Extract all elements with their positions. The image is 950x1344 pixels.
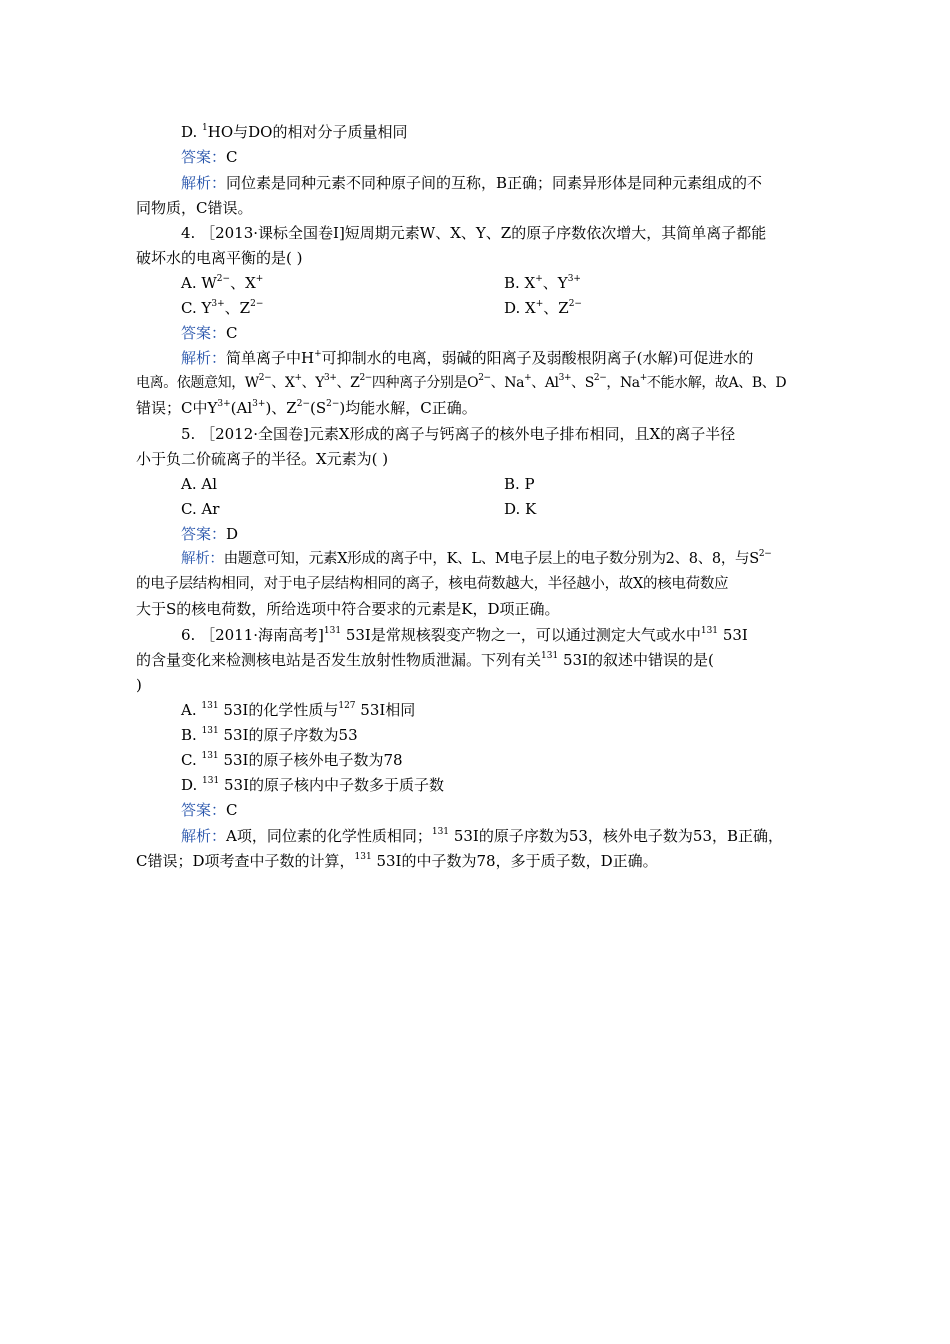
q5-option-c: C. Ar <box>181 500 220 518</box>
text: 53I的原子核内中子数多于质子数 <box>219 776 445 794</box>
q5-option-a: A. Al <box>181 475 217 493</box>
text: ，Na <box>606 375 640 391</box>
superscript: 3+ <box>217 399 231 409</box>
q6-stem-line-3: ) <box>136 676 142 694</box>
superscript: + <box>639 373 647 383</box>
q5-explanation-line-3: 大于S的核电荷数，所给选项中符合要求的元素是K，D项正确。 <box>136 600 560 618</box>
text: 、Na <box>490 375 525 391</box>
superscript: 2− <box>593 373 607 383</box>
q6-option-b <box>181 725 358 745</box>
text: 、X <box>271 375 295 391</box>
text: 53I的叙述中错误的是( <box>558 651 714 669</box>
superscript: 2− <box>326 399 340 409</box>
q4-stem-line-1: 4. ［2013·课标全国卷Ⅰ]短周期元素W、X、Y、Z的原子序数依次增大，其简单离子都能 <box>181 224 767 242</box>
text: 53I <box>718 626 748 644</box>
superscript: + <box>524 373 532 383</box>
answer-value: C <box>226 324 238 342</box>
superscript: 131 <box>354 852 372 862</box>
superscript: 131 <box>202 776 220 786</box>
text: 的含量变化来检测核电站是否发生放射性物质泄漏。下列有关 <box>136 651 542 669</box>
text: 可抑制水的电离，弱碱的阳离子及弱酸根阴离子(水解)可促进水的 <box>321 349 754 367</box>
q4-answer <box>181 323 238 343</box>
q4-option-a <box>181 273 263 293</box>
q5-stem-line-2: 小于负二价硫离子的半径。X元素为( ) <box>136 450 389 468</box>
superscript: 2− <box>258 373 272 383</box>
q5-option-d: D. K <box>504 500 537 518</box>
superscript: 3+ <box>324 373 337 383</box>
text: HO与DO的相对分子质量相同 <box>207 123 408 141</box>
q6-stem-line-2 <box>136 650 714 670</box>
text: )均能水解，C正确。 <box>339 399 477 417</box>
text: 53I的原子序数为53，核外电子数为53，B正确， <box>449 827 784 845</box>
text: 53I相同 <box>355 701 416 719</box>
q5-stem-line-1: 5. ［2012·全国卷]元素X形成的离子与钙离子的核外电子排布相同，且X的离子半径 <box>181 425 736 443</box>
text: 6. ［2011·海南高考] <box>181 626 324 644</box>
superscript: 3+ <box>558 373 572 383</box>
answer-label: 答案： <box>181 801 227 819</box>
text: 电离。依题意知，W <box>136 375 259 391</box>
superscript: 3+ <box>211 299 225 309</box>
superscript: + <box>255 274 264 284</box>
text: 、X <box>230 274 256 292</box>
superscript: 2− <box>250 299 264 309</box>
q5-explanation-line-1 <box>181 549 772 569</box>
q6-explanation-line-1 <box>181 826 783 846</box>
text: B. <box>181 726 202 744</box>
q5-answer <box>181 524 238 544</box>
text: B. X <box>504 274 536 292</box>
answer-value: C <box>226 148 238 166</box>
q6-explanation-line-2 <box>136 851 658 871</box>
text: 简单离子中H <box>226 349 315 367</box>
text: 、S <box>571 375 594 391</box>
answer-value: D <box>226 525 239 543</box>
superscript: 3+ <box>567 274 581 284</box>
q4-option-b <box>504 273 581 293</box>
q4-explanation-line-1 <box>181 348 753 368</box>
text: 不能水解，故A、B、D <box>646 375 787 391</box>
text: 53I的化学性质与 <box>218 701 339 719</box>
text: 四种离子分别是O <box>371 375 479 391</box>
text: 、Z <box>336 375 360 391</box>
text: A. <box>181 701 202 719</box>
q4-explanation-line-3 <box>136 398 477 418</box>
superscript: 131 <box>431 827 450 837</box>
superscript: 2− <box>216 274 231 284</box>
superscript: 2− <box>478 373 491 383</box>
text: )、Z <box>265 399 297 417</box>
superscript: 131 <box>541 651 559 661</box>
text: C. Y <box>181 299 212 317</box>
explanation-label: 解析： <box>181 551 224 567</box>
text: A. W <box>181 274 217 292</box>
text: 、Al <box>531 375 559 391</box>
q4-option-d <box>504 298 582 318</box>
text: 53I的原子序数为53 <box>218 726 358 744</box>
text: C. <box>181 751 202 769</box>
q5-explanation-line-2: 的电子层结构相同，对于电子层结构相同的离子，核电荷数越大，半径越小，故X的核电荷数应 <box>136 576 729 592</box>
text: 同位素是同种元素不同种原子间的互称，B正确；同素异形体是同种元素组成的不 <box>226 174 763 192</box>
answer-value: C <box>226 801 238 819</box>
explanation-label: 解析： <box>181 827 227 845</box>
superscript: + <box>294 373 302 383</box>
explanation-label: 解析： <box>181 349 227 367</box>
superscript: 131 <box>700 626 719 636</box>
text: D. <box>181 776 203 794</box>
q3-explanation-line-2: 同物质，C错误。 <box>136 199 253 217</box>
text: 、Z <box>224 299 251 317</box>
text: (Al <box>230 399 253 417</box>
q4-option-c <box>181 298 263 318</box>
superscript: 2− <box>758 549 772 559</box>
superscript: 131 <box>201 701 219 711</box>
q6-stem-line-1 <box>181 625 748 645</box>
q4-explanation-line-2 <box>136 373 786 393</box>
superscript: 2− <box>568 299 582 309</box>
text: 由题意可知，元素X形成的离子中，K、L、M电子层上的电子数分别为2、8、8，与S <box>223 551 759 567</box>
q6-answer <box>181 800 238 820</box>
superscript: + <box>535 299 544 309</box>
superscript: 131 <box>201 751 219 761</box>
text: 、Y <box>301 375 325 391</box>
answer-label: 答案： <box>181 148 227 166</box>
superscript: 131 <box>323 626 342 636</box>
q6-option-c <box>181 750 403 770</box>
superscript: 3+ <box>252 399 266 409</box>
text: A项，同位素的化学性质相同； <box>226 827 432 845</box>
q5-option-b: B. P <box>504 475 535 493</box>
superscript: 2− <box>359 373 372 383</box>
superscript: 127 <box>338 701 356 711</box>
q3-answer <box>181 147 238 167</box>
explanation-label: 解析： <box>181 174 227 192</box>
text: 、Y <box>542 274 568 292</box>
text: D. X <box>504 299 536 317</box>
superscript: 131 <box>201 726 219 736</box>
text: D. <box>181 123 203 141</box>
superscript: 2− <box>296 399 310 409</box>
answer-label: 答案： <box>181 525 227 543</box>
q6-option-a <box>181 700 415 720</box>
q4-stem-line-2: 破坏水的电离平衡的是( ) <box>136 249 303 267</box>
text: C错误；D项考查中子数的计算， <box>136 852 355 870</box>
q6-option-d <box>181 775 444 795</box>
q3-explanation-line-1 <box>181 173 762 193</box>
text: 错误；C中Y <box>136 399 218 417</box>
superscript: 1 <box>202 123 208 133</box>
text: (S <box>310 399 327 417</box>
q3-option-d <box>181 122 407 142</box>
text: 53I是常规核裂变产物之一，可以通过测定大气或水中 <box>341 626 701 644</box>
superscript: + <box>314 349 322 359</box>
answer-label: 答案： <box>181 324 227 342</box>
text: 、Z <box>543 299 569 317</box>
text: 53I的原子核外电子数为78 <box>218 751 403 769</box>
text: 53I的中子数为78，多于质子数，D正确。 <box>371 852 658 870</box>
superscript: + <box>535 274 543 284</box>
